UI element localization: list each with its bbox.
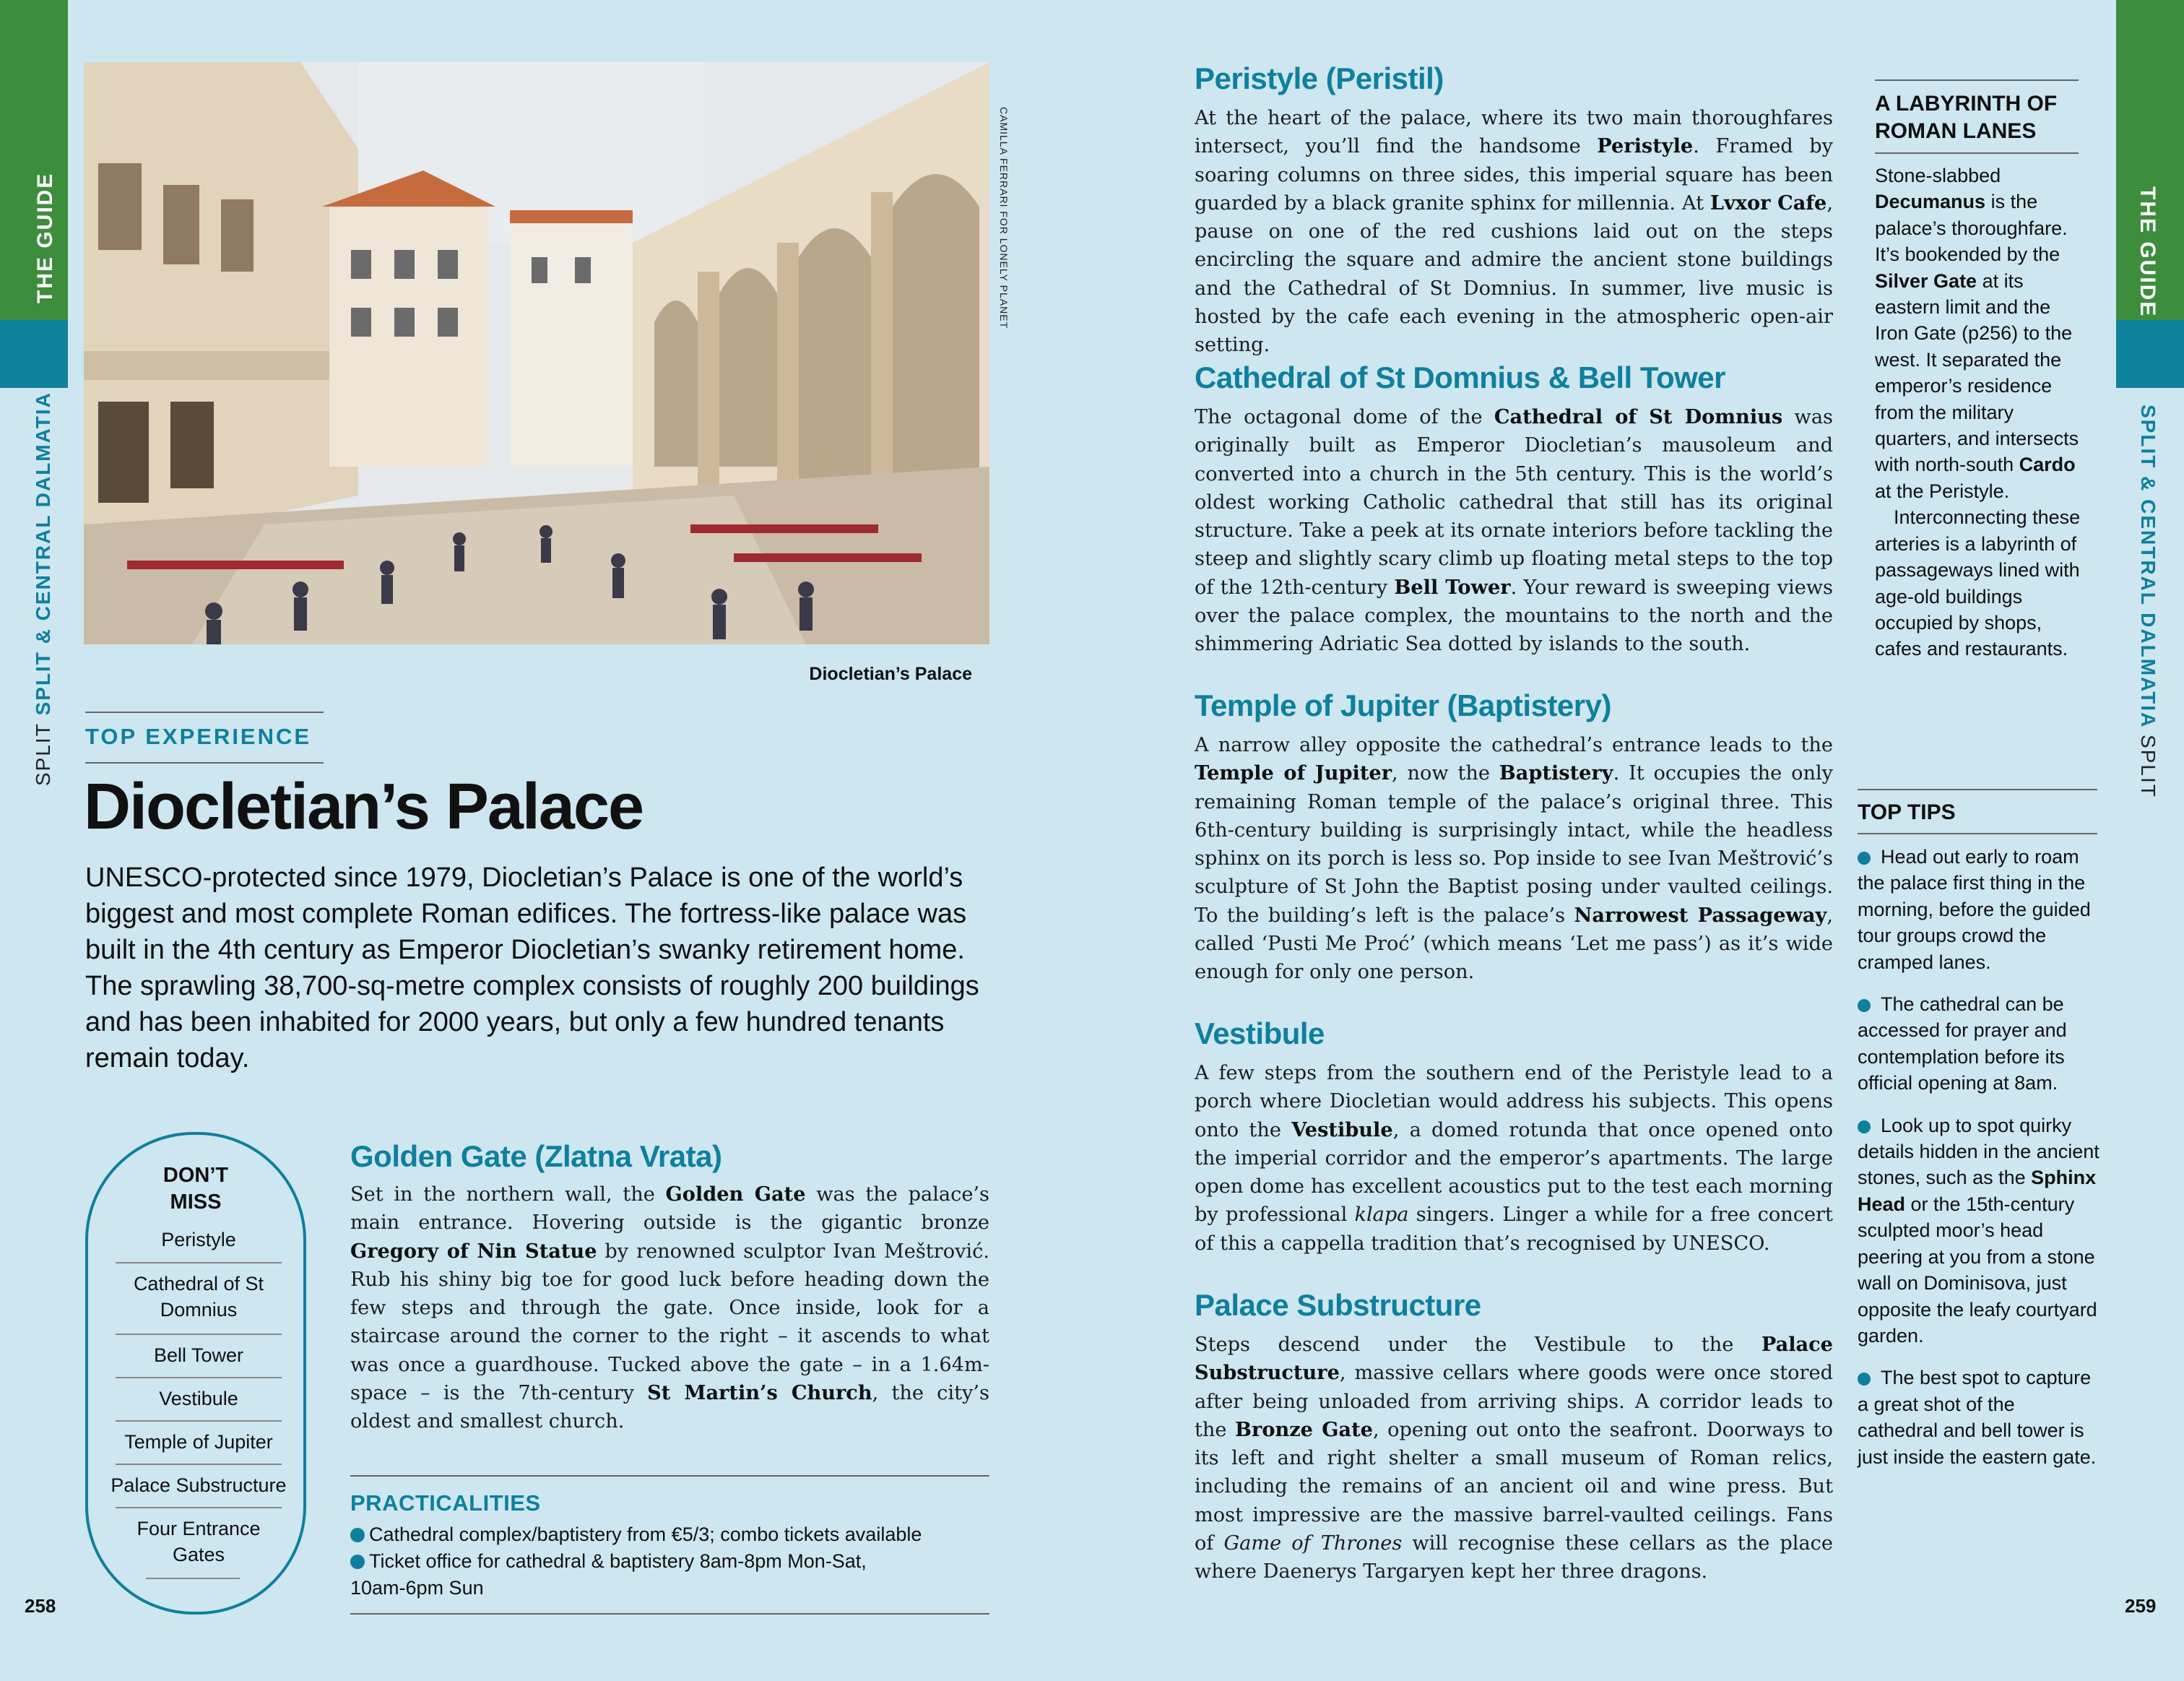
bullet-icon: [1858, 1373, 1871, 1386]
intro-paragraph: UNESCO-protected since 1979, Diocletian’s Palace is one of the world’s biggest and most complete Roman edifices. The fortress-like palace was built in the 4th century as Emperor Diocletian’s swanky retirement home. The sprawling 38,700-sq-metre complex consists of roughly 200 buildings and has been inhabited for 2000 years, but only a few hundred tenants remain today.: [85, 863, 979, 1073]
right-region-tab: [2116, 320, 2184, 388]
right-guide-label: THE GUIDE: [2136, 186, 2159, 318]
bullet-icon: [1858, 999, 1871, 1012]
dont-miss-divider: [116, 1464, 282, 1465]
vestibule-text: A few steps from the southern end of the Peristyle lead to a porch where Diocletian would address his subjects. This opens onto the Vestibule, a domed rotunda that once opened onto the imperial corridor and the emperor’s apartments. The large open dome has excellent acoustics put to the test each morning by professional klapa singers. Linger a while for a free concert of this a cappella tradition that’s recognised by UNESCO.: [1195, 1062, 1833, 1255]
labyrinth-heading: A LABYRINTH OF ROMAN LANES: [1875, 92, 2058, 143]
golden-gate-text: Set in the northern wall, the Golden Gate was the palace’s main entrance. Hovering outside is the gigantic bronze Gregory of Nin Statue by renowned sculptor Ivan Meštrović. Rub his shiny big toe for good luck before heading down the few steps and through the gate. Once inside, look for a staircase around the corner to the right – it ascends to what was once a guardhouse. Tucked above the gate – in a 1.64m-space – is the 7th-century St Martin’s Church, the city’s oldest and smallest church.: [350, 1183, 990, 1433]
vestibule-heading: Vestibule: [1195, 1016, 1325, 1050]
temple-heading: Temple of Jupiter (Baptistery): [1195, 688, 1611, 722]
temple-text: A narrow alley opposite the cathedral’s entrance leads to the Temple of Jupiter, now the Baptistery. It occupies the only remaining Roman temple of the palace’s original three. This 6th-century building is surprisingly intact, while the headless sphinx on its porch is less so. Pop inside to see Ivan Meštrović’s sculpture of St John the Baptist posing under vaulted ceilings. To the building’s left is the palace’s Narrowest Passageway, called ‘Pusti Me Proć’ (which means ‘Let me pass’) as it’s wide enough for only one person.: [1195, 734, 1834, 984]
tip-item: Head out early to roam the palace first thing in the morning, before the guided tour groups crowd the cramped lanes.: [1858, 846, 2091, 973]
top-tips-heading-rule: [1858, 833, 2097, 834]
dont-miss-item: Temple of Jupiter: [124, 1431, 273, 1453]
practicalities-item: Ticket office for cathedral & baptistery 8am-8pm Mon-Sat, 10am-6pm Sun: [350, 1550, 867, 1599]
dont-miss-divider: [116, 1507, 282, 1508]
cathedral-text: The octagonal dome of the Cathedral of St Domnius was originally built as Emperor Diocletian’s mausoleum and converted into a church in the 5th century. This is the world’s oldest working Catholic cathedral that still has its original structure. Take a peek at its ornate interiors before tackling the steep and slightly scary climb up floating metal steps to the top of the 12th-century Bell Tower. Your reward is sweeping views over the palace complex, the mountains to the north and the shimmering Adriatic Sea dotted by islands to the south.: [1195, 405, 1834, 656]
practicalities-top-rule: [350, 1475, 989, 1477]
labyrinth-top-rule: [1875, 79, 2079, 81]
kicker-top-rule: [85, 712, 324, 713]
labyrinth-text: Stone-slabbed Decumanus is the palace’s thoroughfare. It’s bookended by the Silver Gate at its eastern limit and the Iron Gate (p256) to the west. It separated the emperor’s residence from the military quarters, and intersects with north-south Cardo at the Peristyle. Interconnecting these arteries is a labyrinth of passageways lined with age-old buildings occupied by shops, cafes and restaurants.: [1875, 165, 2081, 660]
bullet-icon: [350, 1555, 365, 1569]
left-guide-label: THE GUIDE: [33, 172, 57, 303]
substructure-text: Steps descend under the Vestibule to the Palace Substructure, massive cellars where goods were once stored after being unloaded from arriving ships. A corridor leads to the Bronze Gate, opening out onto the seafront. Doorways to its left and right shelter a small museum of Roman relics, including the remains of an ancient oil and wine press. But most impressive are the massive barrel-vaulted ceilings. Fans of Game of Thrones will recognise these cellars as the place where Daenerys Targaryen kept her three dragons.: [1195, 1333, 1833, 1583]
right-region-suffix: SPLIT: [2137, 735, 2159, 798]
left-region-name: SPLIT & CENTRAL DALMATIA: [32, 392, 54, 716]
practicalities-heading: PRACTICALITIES: [350, 1490, 541, 1516]
golden-gate-heading: Golden Gate (Zlatna Vrata): [350, 1139, 722, 1173]
top-tips-list: [1858, 844, 2100, 1470]
photo-caption: Diocletian’s Palace: [809, 664, 972, 684]
page-number-left: 258: [25, 1595, 56, 1617]
practicalities-list: [350, 1521, 989, 1602]
dont-miss-divider: [116, 1377, 282, 1378]
dont-miss-divider: [116, 1262, 282, 1263]
dont-miss-item: Palace Substructure: [110, 1474, 287, 1496]
top-tips-top-rule: [1858, 789, 2097, 790]
practicalities-bottom-rule: [350, 1613, 989, 1615]
dont-miss-heading: DON’T MISS: [162, 1164, 229, 1214]
dont-miss-divider: [116, 1420, 282, 1422]
dont-miss-divider: [116, 1334, 282, 1335]
top-experience-kicker: TOP EXPERIENCE: [85, 724, 312, 749]
dont-miss-item: Peristyle: [161, 1229, 236, 1250]
right-region-name: SPLIT & CENTRAL DALMATIA: [2137, 405, 2159, 728]
peristyle-heading: Peristyle (Peristil): [1195, 61, 1444, 95]
dont-miss-divider: [146, 1578, 240, 1579]
right-region-label: [2136, 405, 2159, 798]
dont-miss-item: Cathedral of St Domnius: [133, 1273, 264, 1321]
bullet-icon: [1858, 1120, 1871, 1133]
substructure-heading: Palace Substructure: [1195, 1288, 1481, 1322]
peristyle-text: At the heart of the palace, where its two main thoroughfares intersect, you’ll find the handsome Peristyle. Framed by soaring columns on three sides, this imperial square has been guarded by a black granite sphinx for millennia. At Lvxor Cafe, pause on one of the red cushions laid out on the steps encircling the square and admire the ancient stone buildings and the Cathedral of St Domnius. In summer, live music is hosted by the cafe each evening in the atmospheric open-air setting.: [1195, 107, 1833, 357]
palace-photo: [84, 62, 989, 644]
tip-item: The cathedral can be accessed for prayer and contemplation before its official opening at 8am.: [1858, 993, 2067, 1094]
tip-item: The best spot to capture a great shot of the cathedral and bell tower is just inside the eastern gate.: [1858, 1367, 2097, 1468]
practicalities-item: Cathedral complex/baptistery from €5/3; combo tickets available: [350, 1521, 989, 1548]
dont-miss-item: Four Entrance Gates: [136, 1518, 261, 1565]
left-region-prefix: SPLIT: [32, 722, 54, 786]
dont-miss-item: Vestibule: [159, 1388, 238, 1409]
top-tips-heading: TOP TIPS: [1858, 800, 1956, 824]
dont-miss-item: Bell Tower: [153, 1344, 244, 1366]
tip-item: Look up to spot quirky details hidden in the ancient stones, such as the Sphinx Head or the 15th-century sculpted moor’s head peering at you from a stone wall on Dominisova, just opposite the leafy courtyard garden.: [1858, 1114, 2100, 1347]
left-region-label: [32, 392, 55, 786]
page-title: Diocletian’s Palace: [84, 771, 644, 843]
labyrinth-heading-rule: [1875, 152, 2079, 154]
bullet-icon: [350, 1528, 365, 1542]
cathedral-heading: Cathedral of St Domnius & Bell Tower: [1195, 360, 1725, 394]
left-region-tab: [0, 320, 68, 388]
bullet-icon: [1858, 852, 1871, 865]
page-number-right: 259: [2125, 1595, 2157, 1617]
dont-miss-box: [85, 1132, 306, 1615]
kicker-bottom-rule: [85, 762, 324, 764]
photo-credit: CAMILLA FERRARI FOR LONELY PLANET: [998, 107, 1010, 329]
